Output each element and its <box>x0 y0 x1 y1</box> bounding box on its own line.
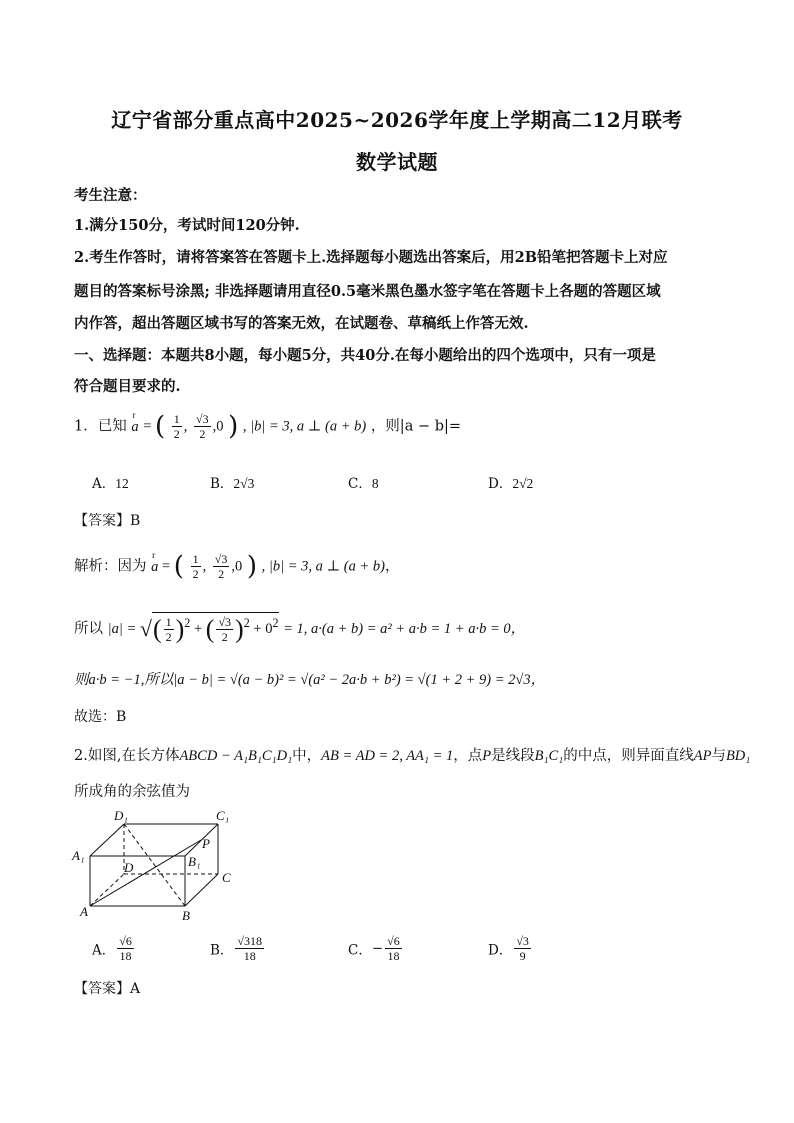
exam-subtitle: 数学试题 <box>356 150 438 174</box>
notice-item-2-line-2: 题目的答案标号涂黑; 非选择题请用直径0.5毫米黑色墨水签字笔在答题卡上各题的答题区域 <box>74 283 661 300</box>
section-heading-line-1: 一、选择题：本题共8小题，每小题5分，共40分.在每小题给出的四个选项中，只有一项是 <box>74 347 656 364</box>
vector-a-symbol: r a <box>131 419 138 436</box>
label-b: B <box>182 908 190 923</box>
question-1-option-d: D．2√2 <box>488 476 534 492</box>
question-2-answer: 【答案】A <box>74 981 141 997</box>
segment-a-p <box>90 840 201 906</box>
question-1-option-b: B．2√3 <box>210 476 255 492</box>
question-1-option-c: C．8 <box>348 476 379 492</box>
question-1-condition: , |b| = 3, a ⊥ (a + b) <box>242 418 367 435</box>
notice-heading: 考生注意： <box>74 187 147 204</box>
question-2-stem-line-1: 2.如图,在长方体ABCD − A₁B₁C₁D₁中，AB = AD = 2, AA₁ = 1，点P是线段B₁C₁的中点，则异面直线AP与BD₁ <box>74 748 751 764</box>
edge-a-d-hidden <box>90 874 124 906</box>
question-1-solution-line-2: 所以 |a| = √( $\frac{1}{2}$ )$^2$ + ( $\frac{√3}{2}$ )$^2 + 0^2 = 1$, a·(a + b) = a² + a·b = 1 + a·b = 0， <box>74 612 525 644</box>
label-b1: B₁ <box>188 854 201 869</box>
question-1-conclusion: 故选：B <box>74 709 127 725</box>
question-2-option-c: C．− $\frac{√6}{18}$ <box>348 934 400 963</box>
question-2-option-b: B． $\frac{√318}{18}$ <box>210 934 263 963</box>
cuboid-figure <box>70 806 250 926</box>
question-2-option-d: D． $\frac{√3}{9}$ <box>488 934 529 963</box>
exam-title: 辽宁省部分重点高中2025~2026学年度上学期高二12月联考 <box>111 108 683 132</box>
notice-item-2-line-3: 内作答，超出答题区域书写的答案无效，在试题卷、草稿纸上作答无效. <box>74 315 529 332</box>
question-1-ask: ，则|a − b|= <box>370 418 462 435</box>
fraction-root3-over-2: $\frac{√3}{2}$ <box>196 412 209 441</box>
question-2-option-a: A． $\frac{√6}{18}$ <box>92 934 132 963</box>
edge-a1-d1 <box>90 824 124 856</box>
edge-b-c <box>185 874 218 906</box>
question-1-option-a: A．12 <box>92 476 129 492</box>
label-c1: C₁ <box>216 808 230 823</box>
question-1-solution-line-1: 解析：因为 r a = ( $\frac{1}{2}$ , $\frac{√3}{2}$ ,0 ) , |b| = 3, a ⊥ (a + b)， <box>74 552 399 581</box>
question-2-stem-line-2: 所成角的余弦值为 <box>74 784 190 800</box>
label-d: D <box>124 860 134 875</box>
question-1-prefix: 1．已知 <box>74 418 127 435</box>
section-heading-line-2: 符合题目要求的. <box>74 378 181 395</box>
question-1-stem: 1．已知 r a = ( $\frac{1}{2}$ , $\frac{√3}{2}$ ,0 ) , |b| = 3, a ⊥ (a + b) ，则|a − b|= <box>74 412 461 441</box>
question-1-answer: 【答案】B <box>74 513 141 529</box>
notice-item-2-line-1: 2.考生作答时，请将答案答在答题卡上.选择题每小题选出答案后，用2B铅笔把答题卡上对应 <box>74 249 668 266</box>
label-p: P <box>202 836 210 851</box>
fraction-one-half: $\frac{1}{2}$ <box>173 412 180 441</box>
question-1-solution-line-3: 则a·b = −1,所以|a − b| = √(a − b)² = √(a² − 2a·b + b²) = √(1 + 2 + 9) = 2√3， <box>74 672 546 688</box>
label-a1: A₁ <box>72 848 85 863</box>
label-d1: D₁ <box>114 808 128 823</box>
notice-item-1: 1.满分150分，考试时间120分钟. <box>74 217 300 234</box>
label-a: A <box>80 904 88 919</box>
label-c: C <box>222 870 231 885</box>
